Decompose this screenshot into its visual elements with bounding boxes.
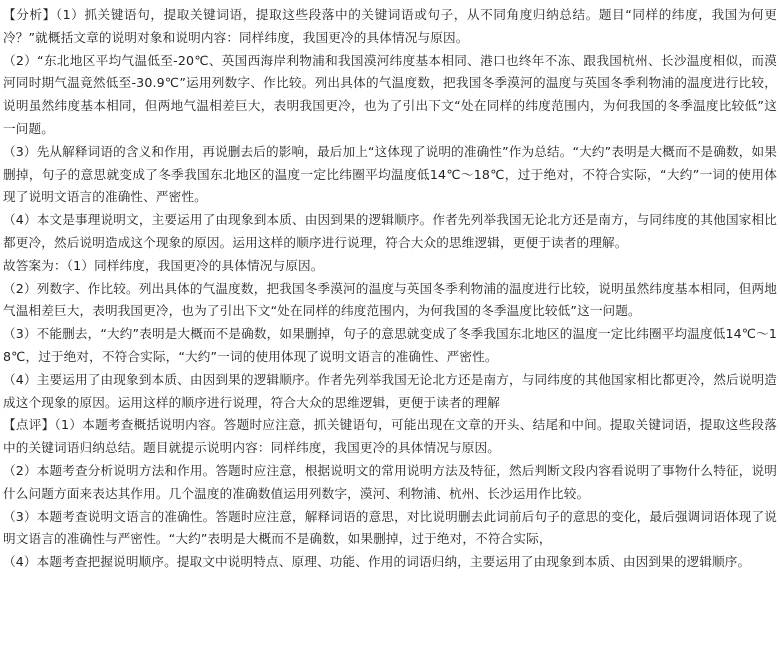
answer-paragraph-4: （4）主要运用了由现象到本质、由因到果的逻辑顺序。作者先列举我国无论北方还是南方，与同纬度的其他国家相比都更冷，然后说明造成这个现象的原因。运用这样的顺序进行说理，符合大众的思维逻辑，更便于读者的理解 <box>3 371 777 410</box>
answer-intro: 故答案为：（1）同样纬度，我国更冷的具体情况与原因。 <box>3 257 324 273</box>
analysis-paragraph-1: 【分析】（1）抓关键语句，提取关键词语，提取这些段落中的关键词语或句子，从不同角度归纳总结。题目“同样的纬度，我国为何更冷？”就概括文章的说明对象和说明内容：同样纬度，我国更冷的具体情况与原因。 <box>3 7 777 45</box>
analysis-paragraph-3: （3）先从解释词语的含义和作用，再说删去后的影响，最后加上“这体现了说明的准确性”作为总结。“大约”表明是大概而不是确数，如果删掉，句子的意思就变成了冬季我国东北地区的温度一定比纬圈平均温度低14℃～18℃，过于绝对，不符合实际，“大约”一词的使用体现了说明文语言的准确性、严密性。 <box>3 143 777 205</box>
comment-paragraph-2: （2）本题考查分析说明方法和作用。答题时应注意，根据说明文的常用说明方法及特征，然后判断文段内容看说明了事物什么特征，说明什么问题方面来表达其作用。几个温度的准确数值运用列数字，漠河、利物浦、杭州、长沙运用作比较。 <box>3 462 777 501</box>
comment-paragraph-1: 【点评】（1）本题考查概括说明内容。答题时应注意，抓关键语句，可能出现在文章的开头、结尾和中间。提取关键词语，提取这些段落中的关键词语归纳总结。题目就提示说明内容：同样纬度，我国更冷的具体情况与原因。 <box>3 417 777 456</box>
comment-paragraph-3: （3）本题考查说明文语言的准确性。答题时应注意，解释词语的意思，对比说明删去此词前后句子的意思的变化，最后强调词语体现了说明文语言的准确性与严密性。“大约”表明是大概而不是确数，如果删掉，过于绝对，不符合实际， <box>3 508 777 547</box>
analysis-paragraph-4: （4）本文是事理说明文，主要运用了由现象到本质、由因到果的逻辑顺序。作者先列举我国无论北方还是南方，与同纬度的其他国家相比都更冷，然后说明造成这个现象的原因。运用这样的顺序进行说理，符合大众的思维逻辑，更便于读者的理解。 <box>3 212 777 250</box>
answer-paragraph-2: （2）列数字、作比较。列出具体的气温度数，把我国冬季漠河的温度与英国冬季利物浦的温度进行比较，说明虽然纬度基本相同，但两地气温相差巨大，表明我国更冷，也为了引出下文“处在同样的纬度范围内，为何我国的冬季温度比较低”这一问题。 <box>3 280 777 319</box>
analysis-paragraph-2: （2）“东北地区平均气温低至-20℃、英国西海岸利物浦和我国漠河纬度基本相同、港口也终年不冻、跟我国杭州、长沙温度相似，而漠河同时期气温竟然低至-30.9℃”运用列数字、作比较。列出具体的气温度数，把我国冬季漠河的温度与英国冬季利物浦的温度进行比较，说明虽然纬度基本相同，但两地气温相差巨大，表明我国更冷，也为了引出下文“处在同样的纬度范围内，为何我国的冬季温度比较低”这一问题。 <box>3 52 777 136</box>
answer-paragraph-3: （3）不能删去，“大约”表明是大概而不是确数，如果删掉，句子的意思就变成了冬季我国东北地区的温度一定比纬圈平均温度低14℃～18℃，过于绝对，不符合实际，“大约”一词的使用体现了说明文语言的准确性、严密性。 <box>3 326 777 364</box>
comment-paragraph-4: （4）本题考查把握说明顺序。提取文中说明特点、原理、功能、作用的词语归纳，主要运用了由现象到本质、由因到果的逻辑顺序。 <box>3 554 751 570</box>
solution-document <box>3 4 777 574</box>
